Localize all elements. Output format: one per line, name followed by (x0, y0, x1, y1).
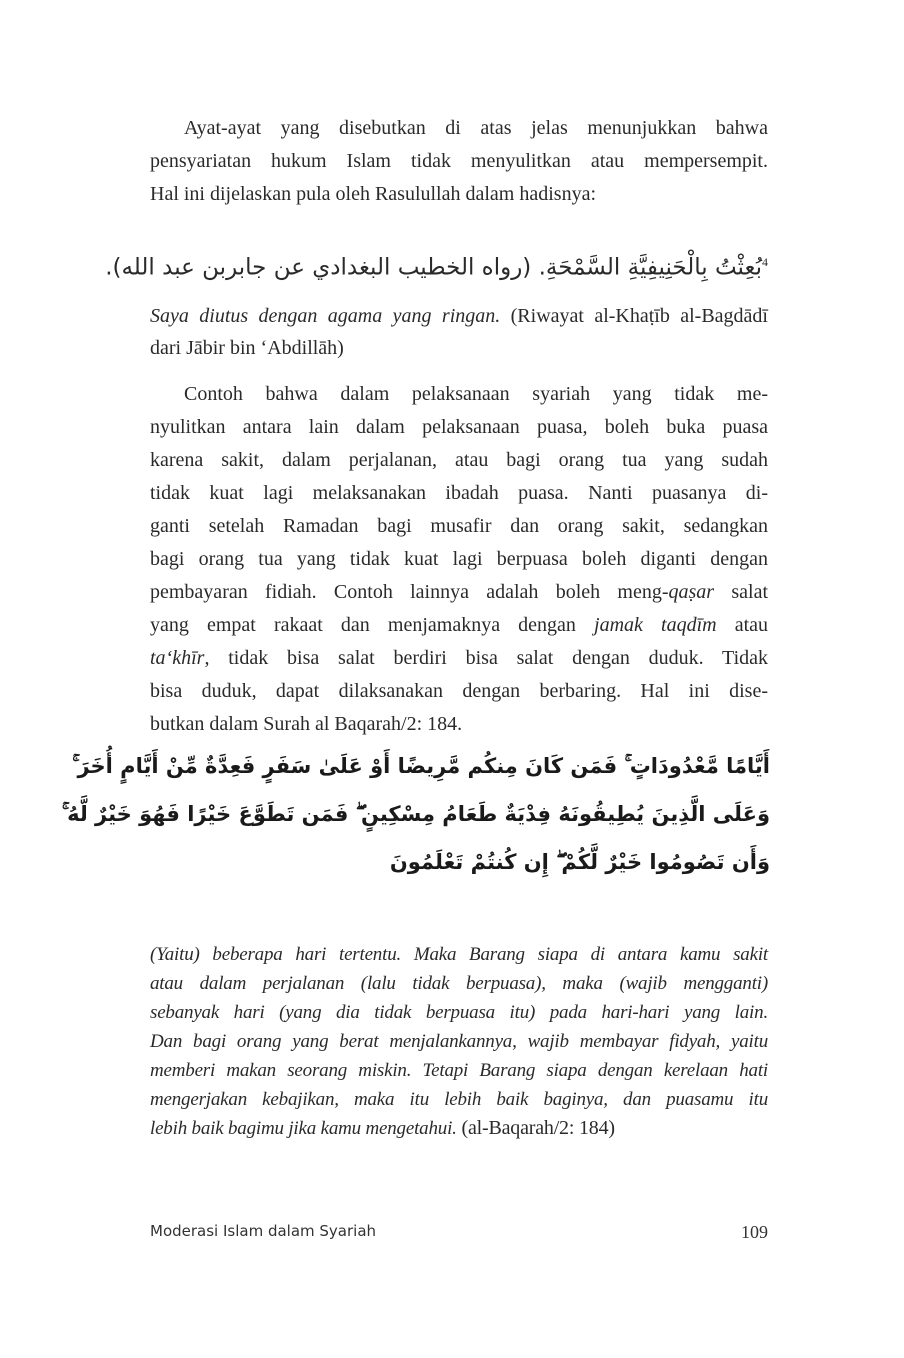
page-footer (150, 1222, 768, 1240)
text-line: butkan dalam Surah al Baqarah/2: 184. (150, 713, 463, 735)
text: atau (716, 614, 769, 636)
italic-text: sebanyak hari (yang dia tidak berpuasa itu) pada hari-hari yang lain. (150, 1002, 768, 1023)
italic-translation: Saya diutus dengan agama yang ringan. (150, 305, 501, 327)
hadith-translation (150, 301, 768, 365)
text-line: pensyariatan hukum Islam tidak menyulitkan atau mempersempit. (150, 150, 768, 172)
text: , tidak bisa salat berdiri bisa salat dengan duduk. Tidak (204, 647, 768, 669)
text: salat (714, 581, 769, 603)
text-line (150, 1056, 768, 1085)
italic-term: jamak taqdīm (594, 614, 717, 636)
quran-line: وَأَن تَصُومُوا خَيْرٌ لَّكُمْ ۖ إِن كُنتُمْ تَعْلَمُونَ (389, 850, 770, 874)
italic-text: (Yaitu) beberapa hari tertentu. Maka Barang siapa di antara kamu sakit (150, 944, 768, 965)
verse-translation (150, 940, 768, 1143)
italic-text: mengerjakan kebajikan, maka itu lebih baik baginya, dan puasamu itu (150, 1089, 768, 1110)
italic-term: ta‘khīr (150, 647, 205, 669)
text-line: tidak kuat lagi melaksanakan ibadah puasa. Nanti puasanya di- (150, 482, 768, 504)
text-line: Hal ini dijelaskan pula oleh Rasulullah dalam hadisnya: (150, 183, 597, 205)
text-line (150, 998, 768, 1027)
verse-reference: (al-Baqarah/2: 184) (456, 1117, 615, 1139)
text-line (150, 969, 768, 998)
text-line (150, 1027, 768, 1056)
text-line: Contoh bahwa dalam pelaksanaan syariah yang tidak me- (184, 383, 768, 405)
quran-line: أَيَّامًا مَّعْدُودَاتٍ ۚ فَمَن كَانَ مِنكُم مَّرِيضًا أَوْ عَلَىٰ سَفَرٍ فَعِدَّةٌ مِّنْ أَيَّامٍ أُخَرَ ۚ (72, 754, 770, 778)
footnote-ref: 4 (762, 255, 768, 269)
paragraph-example (150, 378, 768, 741)
page-number: 109 (741, 1222, 768, 1242)
hadith-arabic (105, 242, 768, 282)
text-line: bagi orang tua yang tidak kuat lagi berpuasa boleh diganti dengan (150, 548, 768, 570)
text-line: Ayat-ayat yang disebutkan di atas jelas menunjukkan bahwa (184, 117, 768, 139)
italic-term: qaṣar (668, 581, 715, 603)
text-line (150, 940, 768, 969)
paragraph-intro (150, 112, 768, 211)
text: pembayaran fidiah. Contoh lainnya adalah boleh meng- (150, 581, 669, 603)
quran-line: وَعَلَى الَّذِينَ يُطِيقُونَهُ فِدْيَةٌ طَعَامُ مِسْكِينٍ ۖ فَمَن تَطَوَّعَ خَيْرًا فَهُوَ خَيْرٌ لَّهُ ۚ (61, 802, 770, 826)
text-line (150, 1114, 768, 1143)
quran-verse (61, 742, 770, 886)
italic-text: memberi makan seorang miskin. Tetapi Barang siapa dengan kerelaan hati (150, 1060, 768, 1081)
text: yang empat rakaat dan menjamaknya dengan (150, 614, 595, 636)
text-line: nyulitkan antara lain dalam pelaksanaan puasa, boleh buka puasa (150, 416, 768, 438)
italic-text: atau dalam perjalanan (lalu tidak berpuasa), maka (wajib mengganti) (150, 973, 768, 994)
text-line (150, 1085, 768, 1114)
text-line (150, 642, 768, 675)
text-line (150, 576, 768, 609)
hadith-arabic-text: بُعِثْتُ بِالْحَنِيفِيَّةِ السَّمْحَةِ. (رواه الخطيب البغدادي عن جابربن عبد الله). (105, 254, 762, 281)
text-line: dari Jābir bin ‘Abdillāh) (150, 337, 344, 359)
hadith-source: (Riwayat al-Khaṭīb al-Bagdādī (500, 305, 768, 327)
italic-text: lebih baik bagimu jika kamu mengetahui. (150, 1118, 457, 1139)
text-line: karena sakit, dalam perjalanan, atau bagi orang tua yang sudah (150, 449, 768, 471)
running-title: Moderasi Islam dalam Syariah (150, 1222, 377, 1240)
text-line: bisa duduk, dapat dilaksanakan dengan berbaring. Hal ini dise- (150, 680, 768, 702)
text-line: ganti setelah Ramadan bagi musafir dan orang sakit, sedangkan (150, 515, 768, 537)
text-line (150, 609, 768, 642)
text-line (150, 301, 768, 332)
italic-text: Dan bagi orang yang berat menjalankannya, wajib membayar fidyah, yaitu (150, 1031, 768, 1052)
